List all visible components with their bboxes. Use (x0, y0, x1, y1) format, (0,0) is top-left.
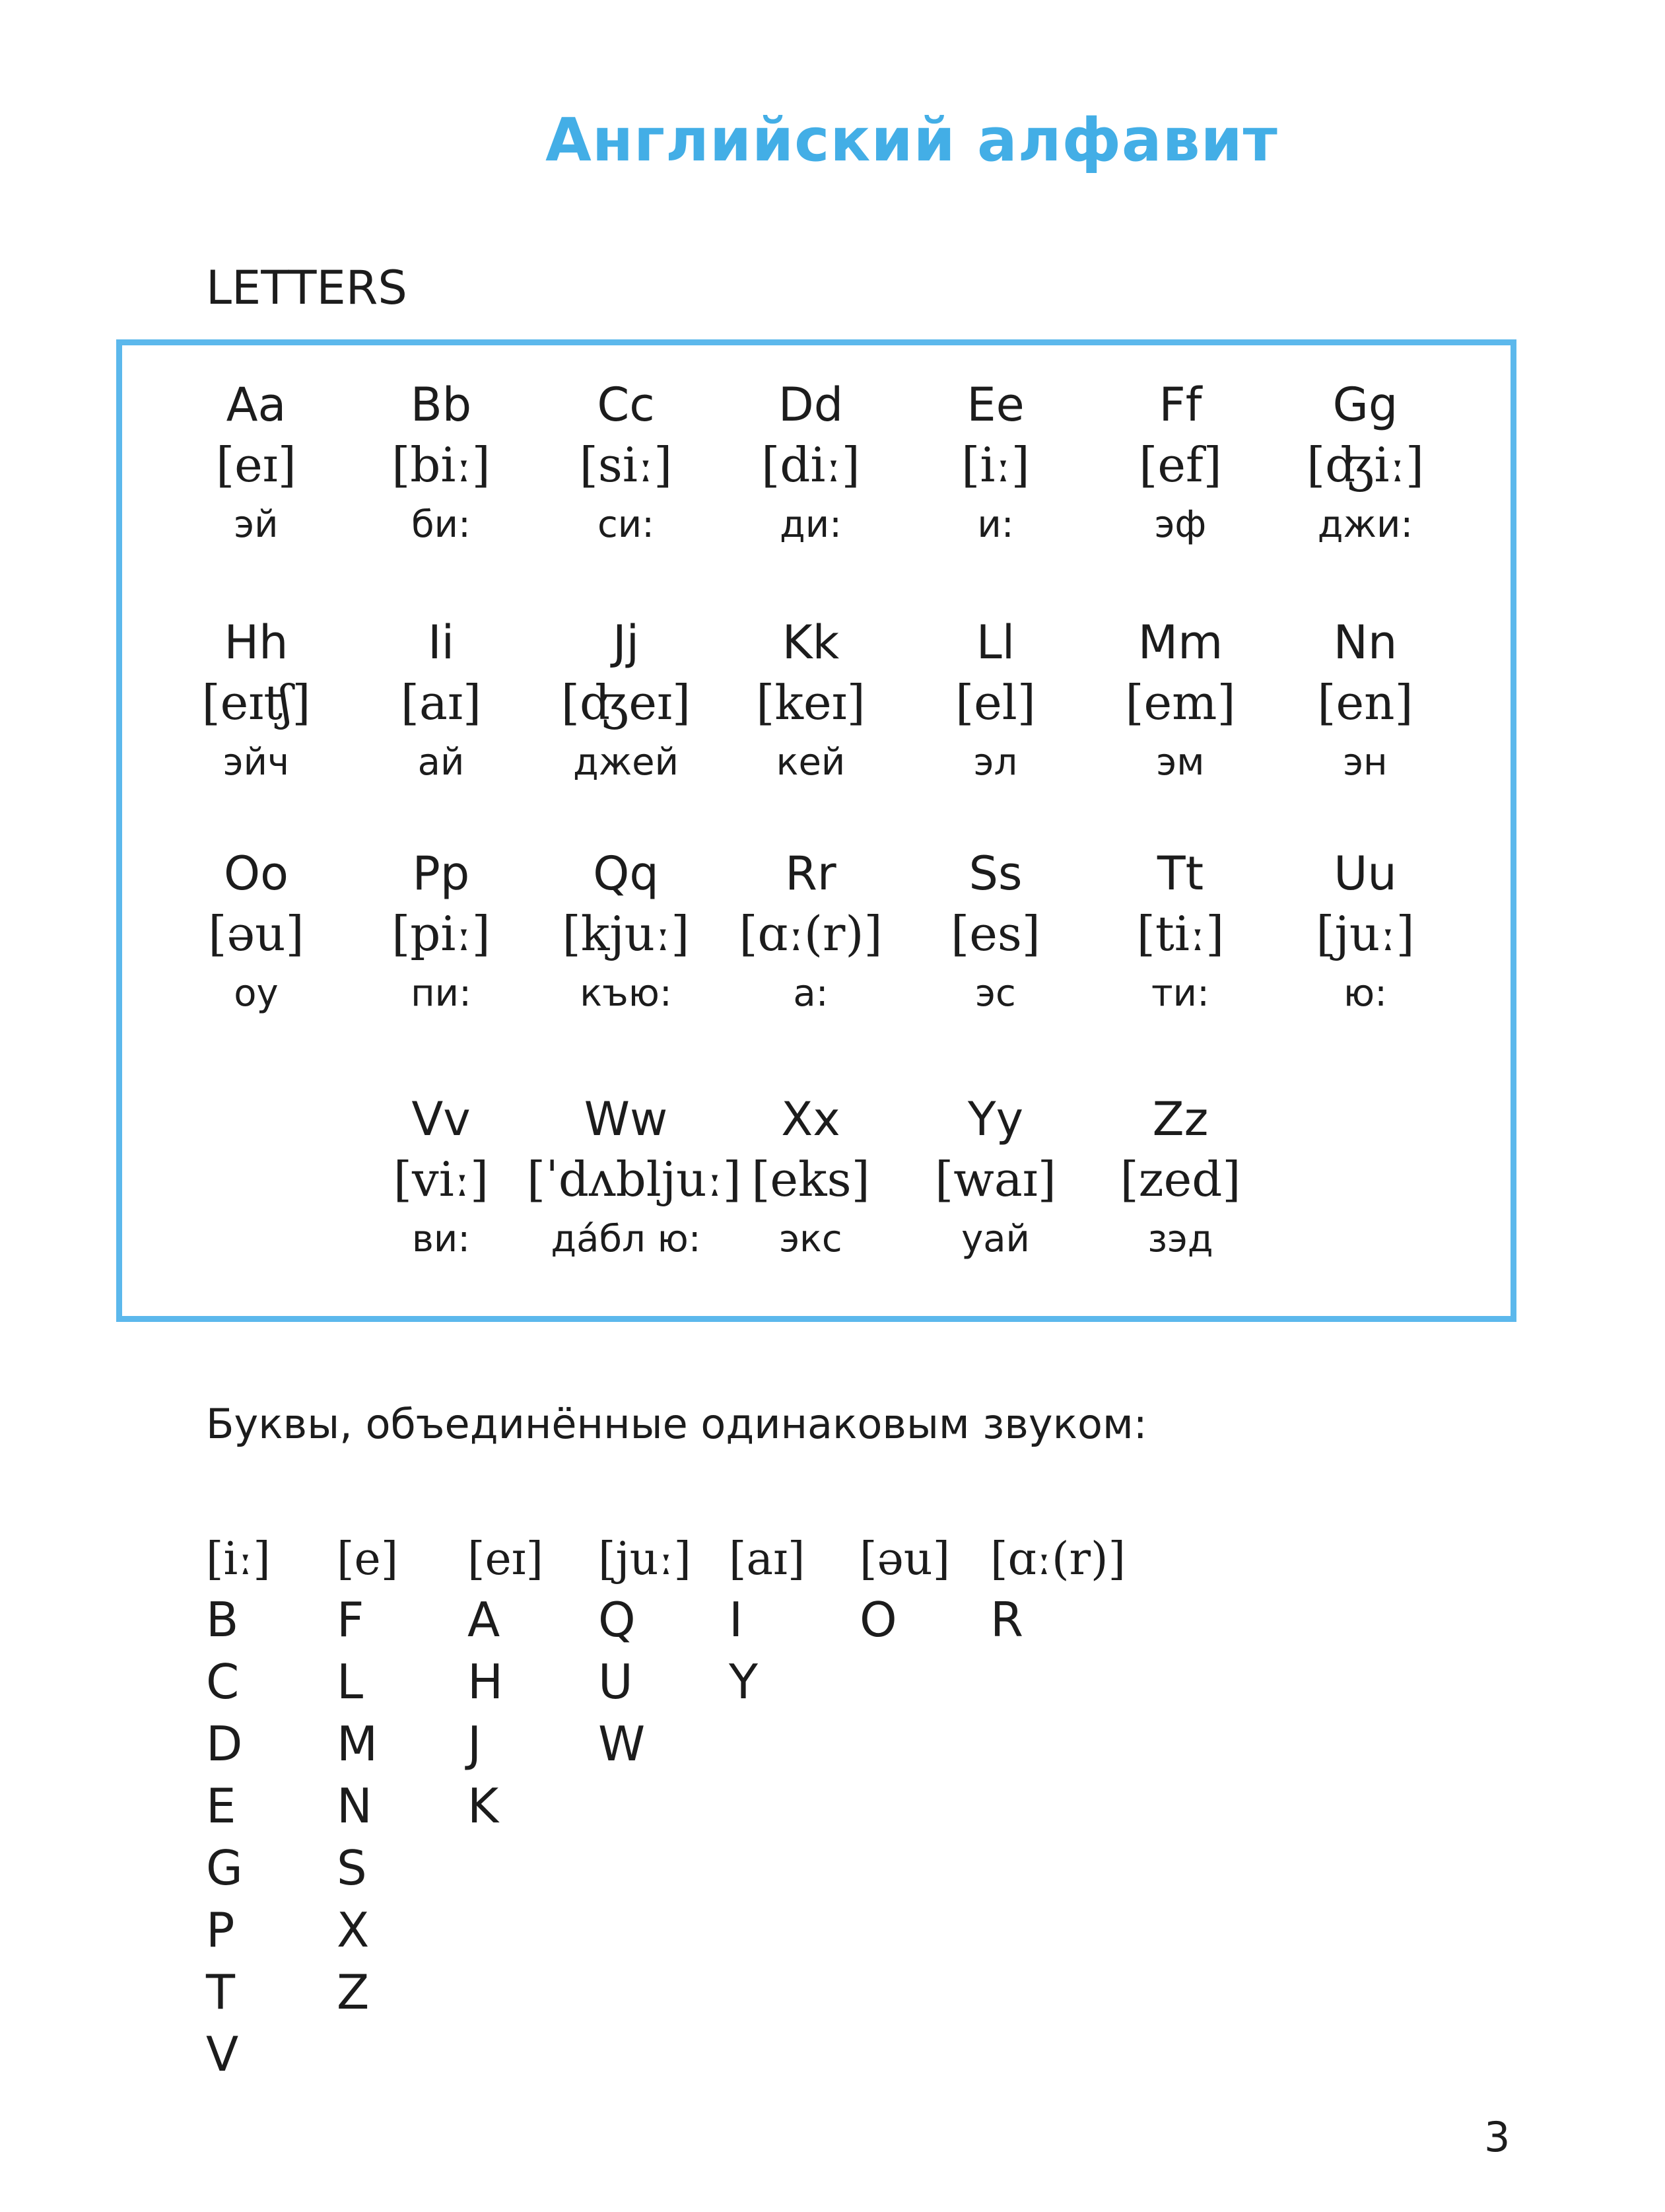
ipa-transcription: [eɪʧ] (201, 675, 311, 730)
letter-card-x (712, 1089, 910, 1269)
russian-pronunciation: и: (977, 503, 1014, 546)
russian-pronunciation: эф (1154, 503, 1207, 546)
ipa-transcription: [iː] (961, 437, 1030, 493)
letter-card-c (527, 375, 725, 555)
letter-pair: Mm (1138, 615, 1223, 670)
page-title: Английский алфавит (545, 106, 1278, 175)
ipa-transcription: [əu] (208, 906, 304, 961)
russian-pronunciation: си: (597, 503, 655, 546)
russian-pronunciation: эй (234, 503, 279, 546)
letter-pair: Nn (1333, 615, 1398, 670)
sound-group-letter: L (337, 1654, 364, 1710)
russian-pronunciation: а: (793, 972, 829, 1015)
sound-group-sound: [juː] (598, 1533, 691, 1585)
letter-pair: Dd (778, 378, 844, 432)
sound-group-letter: A (467, 1592, 500, 1647)
ipa-transcription: [em] (1125, 675, 1236, 730)
letter-pair: Aa (226, 378, 287, 432)
russian-pronunciation: би: (411, 503, 471, 546)
letter-card-h (157, 613, 355, 792)
sound-group-letter: M (337, 1716, 378, 1772)
letter-card-s (897, 844, 1095, 1023)
russian-pronunciation: уай (961, 1218, 1030, 1261)
letter-pair: Bb (410, 378, 472, 432)
letter-card-v (342, 1089, 540, 1269)
ipa-transcription: [ˈdʌbljuː] (527, 1152, 741, 1207)
russian-pronunciation: экс (779, 1218, 842, 1261)
section-label-letters: LETTERS (206, 261, 407, 315)
letter-pair: Ll (976, 615, 1015, 670)
russian-pronunciation: эл (973, 741, 1018, 784)
letter-pair: Pp (412, 847, 470, 901)
sound-group-column (206, 1531, 271, 2085)
russian-pronunciation: пи: (411, 972, 471, 1015)
letter-pair: Ff (1159, 378, 1202, 432)
sound-group-letter: X (337, 1902, 370, 1958)
russian-pronunciation: эйч (222, 741, 290, 784)
letter-pair: Uu (1334, 847, 1397, 901)
letter-card-t (1081, 844, 1279, 1023)
letter-card-y (897, 1089, 1095, 1269)
russian-pronunciation: ти: (1151, 972, 1209, 1015)
sound-group-sound: [e] (337, 1533, 399, 1585)
ipa-transcription: [ef] (1139, 437, 1222, 493)
sound-group-column (337, 1531, 398, 2023)
ipa-transcription: [eks] (751, 1152, 870, 1207)
letter-card-w (527, 1089, 741, 1269)
ipa-transcription: [ʤiː] (1307, 437, 1424, 493)
letter-card-u (1266, 844, 1464, 1023)
ipa-transcription: [en] (1317, 675, 1413, 730)
ipa-transcription: [zed] (1120, 1152, 1241, 1207)
sound-group-letter: O (860, 1592, 897, 1647)
sound-group-letter: H (467, 1654, 504, 1710)
letter-pair: Cc (597, 378, 655, 432)
sound-group-column (598, 1531, 691, 1775)
letter-card-m (1081, 613, 1279, 792)
sound-group-letter: U (598, 1654, 633, 1710)
sound-group-sound: [iː] (206, 1533, 271, 1585)
letter-card-k (712, 613, 910, 792)
russian-pronunciation: къю: (580, 972, 672, 1015)
letter-pair: Xx (781, 1092, 840, 1146)
letter-pair: Vv (411, 1092, 471, 1146)
letter-card-b (342, 375, 540, 555)
letter-card-d (712, 375, 910, 555)
sound-group-letter: Z (337, 1964, 370, 2020)
russian-pronunciation: эм (1156, 741, 1205, 784)
russian-pronunciation: джи: (1317, 503, 1413, 546)
alphabet-frame (116, 339, 1516, 1322)
sound-group-column (990, 1531, 1126, 1651)
sound-group-letter: Y (729, 1654, 758, 1710)
letter-card-a (157, 375, 355, 555)
russian-pronunciation: оу (234, 972, 279, 1015)
russian-pronunciation: джей (572, 741, 679, 784)
letter-card-f (1081, 375, 1279, 555)
sound-group-sound: [əu] (860, 1533, 951, 1585)
ipa-transcription: [el] (955, 675, 1036, 730)
sound-group-letter: N (337, 1778, 372, 1834)
russian-pronunciation: ди: (780, 503, 842, 546)
letter-pair: Yy (967, 1092, 1024, 1146)
sound-group-letter: I (729, 1592, 743, 1647)
russian-pronunciation: ю: (1343, 972, 1387, 1015)
sound-group-letter: D (206, 1716, 243, 1772)
letter-pair: Ee (967, 378, 1025, 432)
ipa-transcription: [juː] (1316, 906, 1415, 961)
ipa-transcription: [waɪ] (935, 1152, 1056, 1207)
letter-pair: Gg (1332, 378, 1398, 432)
sound-group-letter: G (206, 1840, 243, 1896)
letter-pair: Tt (1157, 847, 1204, 901)
ipa-transcription: [viː] (393, 1152, 489, 1207)
ipa-transcription: [ɑː(r)] (739, 906, 883, 961)
sound-group-column (729, 1531, 805, 1713)
letter-pair: Rr (785, 847, 836, 901)
sound-groups-heading: Буквы, объединённые одинаковым звуком: (206, 1400, 1147, 1448)
ipa-transcription: [aɪ] (400, 675, 482, 730)
sound-group-letter: J (467, 1716, 482, 1772)
ipa-transcription: [ʤeɪ] (561, 675, 691, 730)
letter-card-r (712, 844, 910, 1023)
russian-pronunciation: зэд (1147, 1218, 1213, 1261)
ipa-transcription: [keɪ] (756, 675, 866, 730)
sound-group-sound: [ɑː(r)] (990, 1533, 1126, 1585)
ipa-transcription: [piː] (391, 906, 491, 961)
letter-card-j (527, 613, 725, 792)
ipa-transcription: [kjuː] (562, 906, 690, 961)
letter-card-z (1081, 1089, 1279, 1269)
letter-pair: Kk (782, 615, 840, 670)
ipa-transcription: [diː] (761, 437, 860, 493)
sound-group-sound: [eɪ] (467, 1533, 544, 1585)
sound-group-letter: S (337, 1840, 367, 1896)
letter-pair: Ii (427, 615, 455, 670)
letter-card-q (527, 844, 725, 1023)
letter-pair: Ww (584, 1092, 668, 1146)
ipa-transcription: [eɪ] (216, 437, 296, 493)
letter-pair: Zz (1152, 1092, 1209, 1146)
sound-group-sound: [aɪ] (729, 1533, 805, 1585)
ipa-transcription: [biː] (391, 437, 491, 493)
letter-card-g (1266, 375, 1464, 555)
letter-card-p (342, 844, 540, 1023)
page-number: 3 (1484, 2113, 1511, 2161)
sound-group-column (860, 1531, 950, 1651)
letter-pair: Hh (224, 615, 289, 670)
letter-card-i (342, 613, 540, 792)
ipa-transcription: [es] (951, 906, 1040, 961)
letter-card-e (897, 375, 1095, 555)
sound-group-column (467, 1531, 543, 1837)
russian-pronunciation: кей (776, 741, 846, 784)
letter-card-o (157, 844, 355, 1023)
letter-card-n (1266, 613, 1464, 792)
sound-group-letter: C (206, 1654, 240, 1710)
letter-pair: Ss (968, 847, 1023, 901)
sound-group-letter: V (206, 2026, 239, 2082)
sound-group-letter: E (206, 1778, 236, 1834)
ipa-transcription: [siː] (579, 437, 673, 493)
letter-pair: Jj (612, 615, 640, 670)
sound-group-letter: F (337, 1592, 364, 1647)
letter-pair: Qq (593, 847, 659, 901)
ipa-transcription: [tiː] (1136, 906, 1225, 961)
letter-pair: Oo (224, 847, 289, 901)
sound-group-letter: Q (598, 1592, 636, 1647)
russian-pronunciation: да́бл ю: (551, 1218, 701, 1261)
sound-group-letter: T (206, 1964, 235, 2020)
sound-group-letter: K (467, 1778, 499, 1834)
russian-pronunciation: ай (417, 741, 465, 784)
russian-pronunciation: эс (975, 972, 1016, 1015)
sound-group-letter: W (598, 1716, 646, 1772)
sound-group-letter: P (206, 1902, 235, 1958)
russian-pronunciation: ви: (411, 1218, 471, 1261)
sound-group-letter: R (990, 1592, 1024, 1647)
sound-group-letter: B (206, 1592, 239, 1647)
russian-pronunciation: эн (1343, 741, 1388, 784)
letter-card-l (897, 613, 1095, 792)
